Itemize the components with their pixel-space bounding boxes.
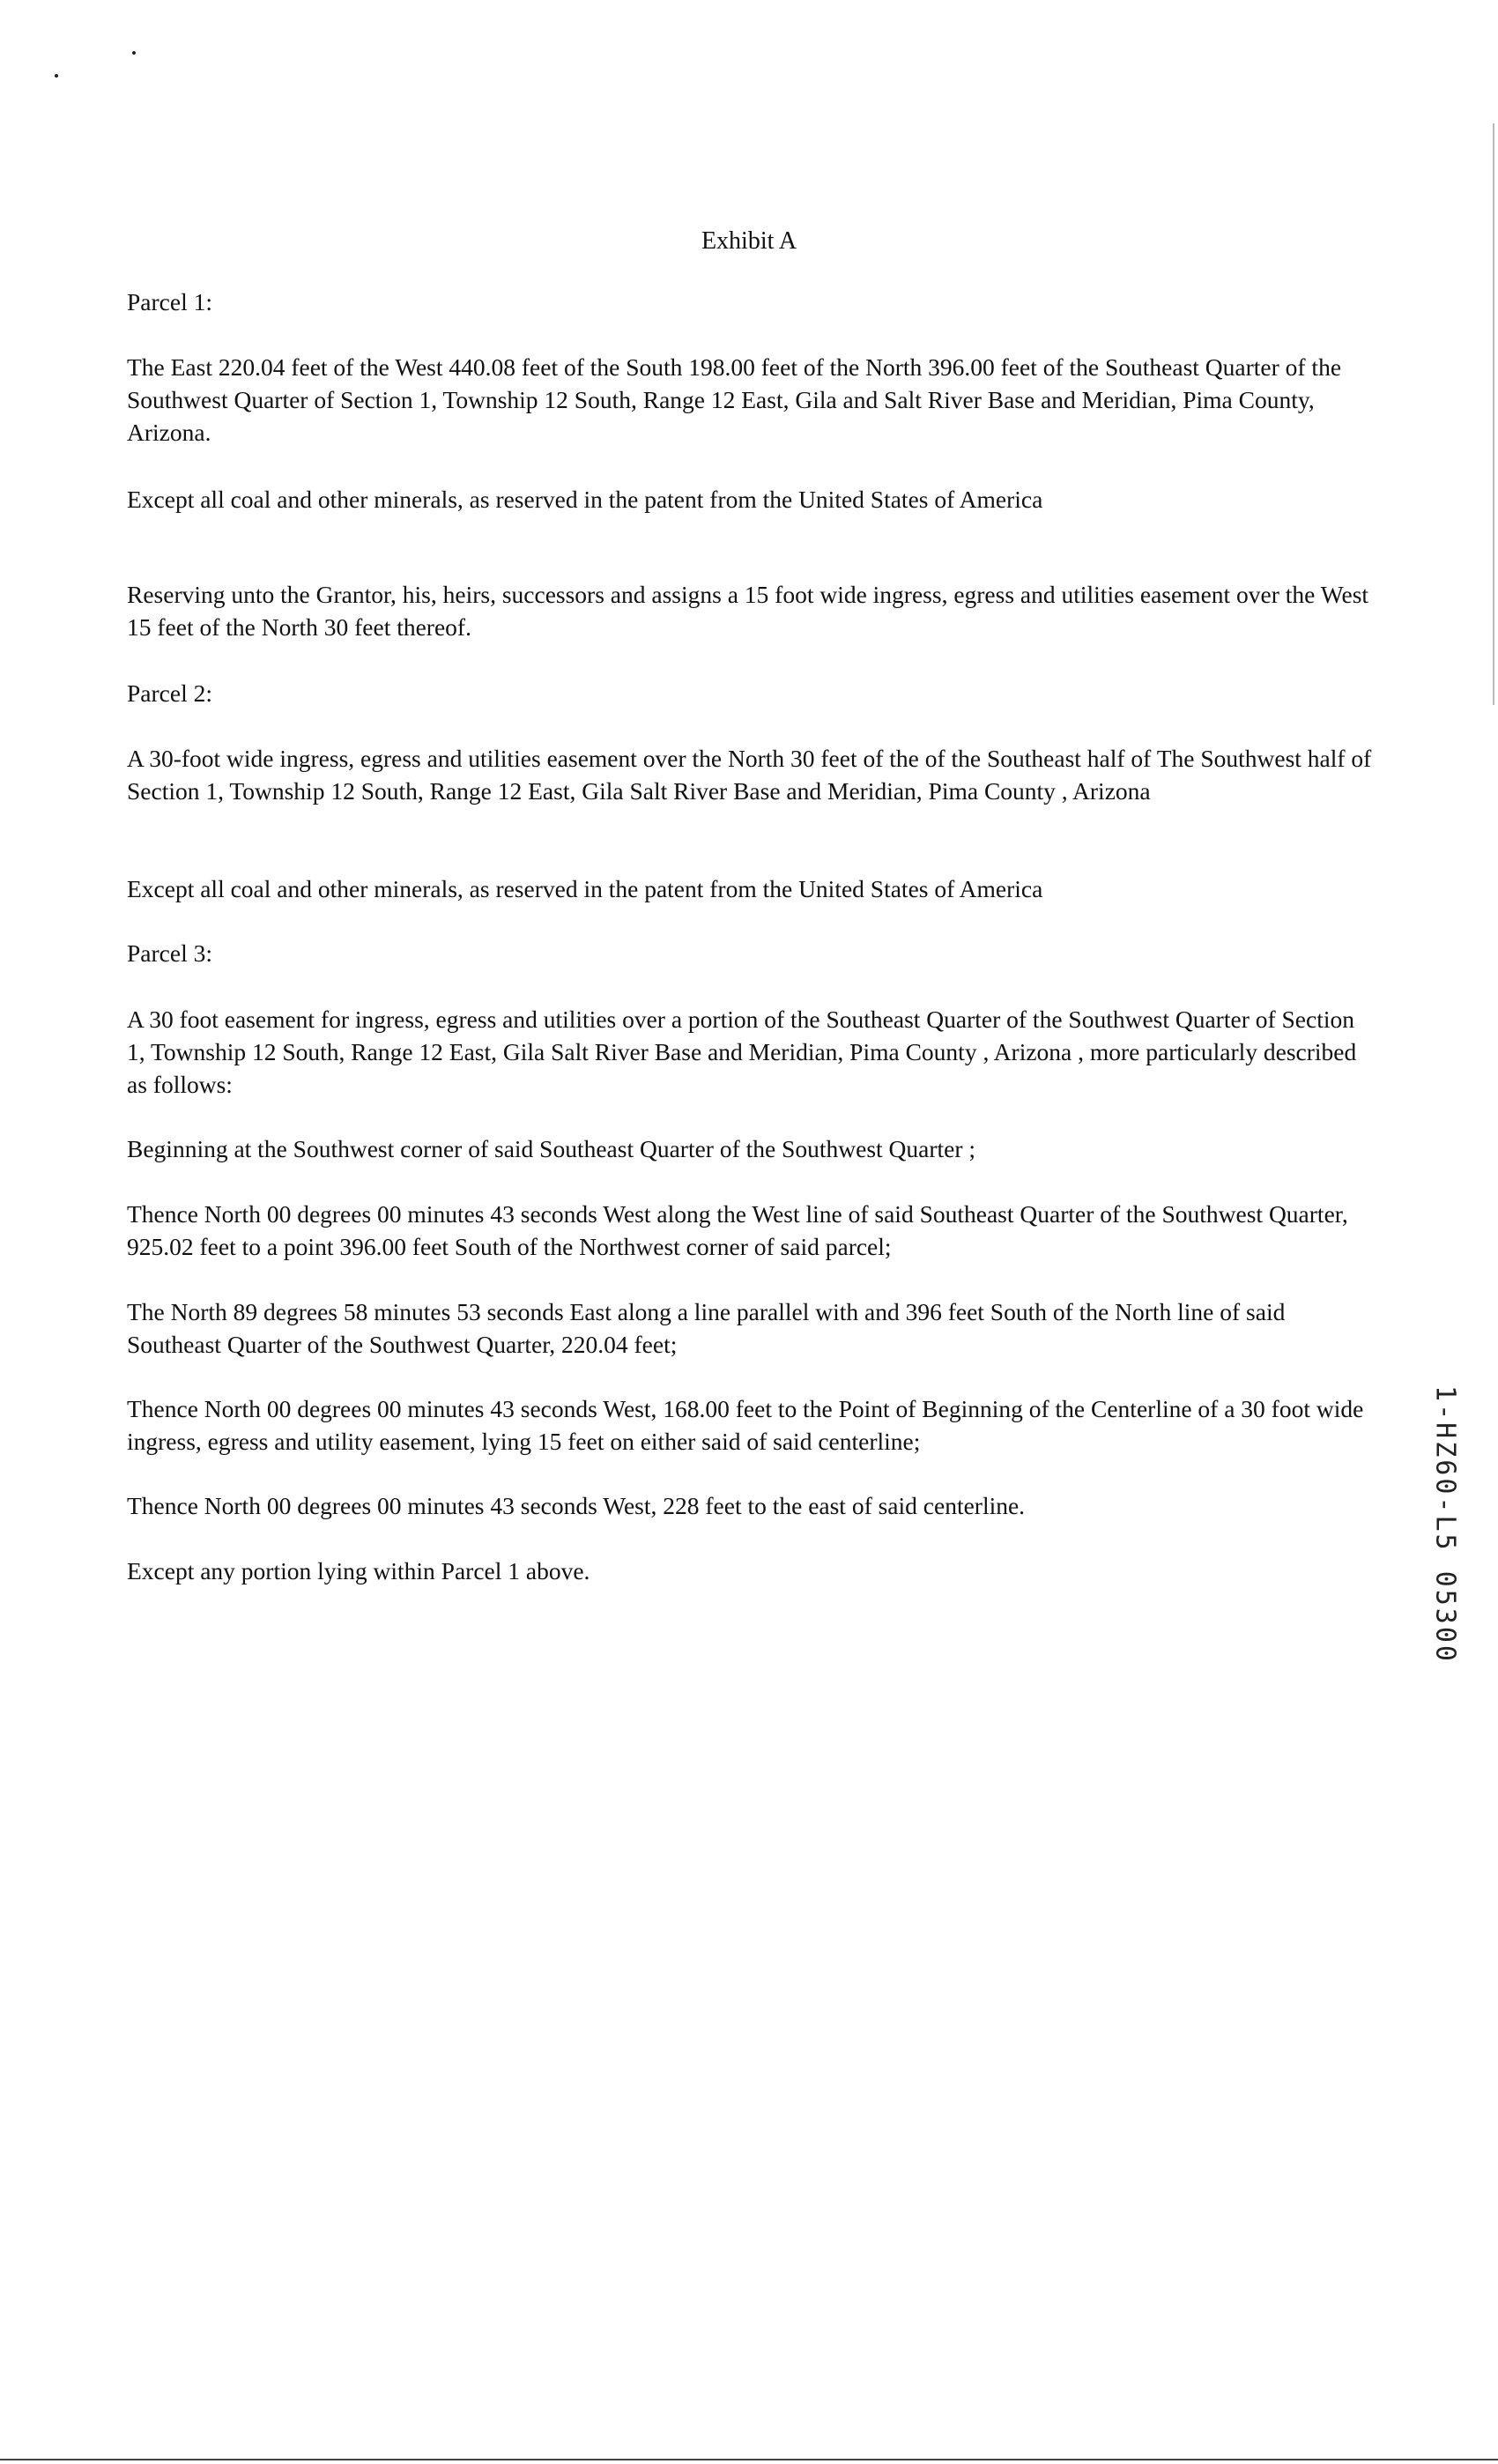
parcel-1-heading: Parcel 1: <box>127 288 212 315</box>
parcel-2-heading: Parcel 2: <box>127 679 212 707</box>
scan-speck <box>132 51 136 55</box>
parcel-1-reservation: Reserving unto the Grantor, his, heirs, successors and assigns a 15 foot wide ingress, egress and utilities easement over the West 15 feet of the North 30 feet thereof. <box>127 581 1369 641</box>
parcel-3-beginning: Beginning at the Southwest corner of said Southeast Quarter of the Southwest Quarter ; <box>127 1135 976 1162</box>
parcel-1-mineral-exception: Except all coal and other minerals, as reserved in the patent from the United States of America <box>127 486 1043 513</box>
scan-edge-line <box>1493 123 1494 705</box>
scan-bottom-edge <box>0 2459 1498 2460</box>
parcel-3-course-2: The North 89 degrees 58 minutes 53 seconds East along a line parallel with and 396 feet South of the North line of said Southeast Quarter of the Southwest Quarter, 220.04 feet; <box>127 1298 1286 1358</box>
parcel-2-description: A 30-foot wide ingress, egress and utilities easement over the North 30 feet of the of the Southeast half of The Southwest half of Section 1, Township 12 South, Range 12 East, Gila Salt River Base and Meridian, Pima County , Arizona <box>127 745 1372 805</box>
parcel-3-course-1: Thence North 00 degrees 00 minutes 43 seconds West along the West line of said Southeast Quarter of the Southwest Quarter, 925.02 feet to a point 396.00 feet South of the Northwest corner of said parcel; <box>127 1200 1348 1260</box>
parcel-3-course-4: Thence North 00 degrees 00 minutes 43 seconds West, 228 feet to the east of said centerline. <box>127 1492 1026 1519</box>
parcel-1-description: The East 220.04 feet of the West 440.08 feet of the South 198.00 feet of the North 396.00 feet of the Southeast Quarter of the Southwest Quarter of Section 1, Township 12 South, Range 12 East, Gila and Salt River Base and Meridian, Pima County, Arizona. <box>127 353 1342 446</box>
parcel-2-mineral-exception: Except all coal and other minerals, as reserved in the patent from the United States of America <box>127 875 1043 902</box>
parcel-3-heading: Parcel 3: <box>127 939 212 967</box>
parcel-3-course-3: Thence North 00 degrees 00 minutes 43 seconds West, 168.00 feet to the Point of Beginning of the Centerline of a 30 foot wide ingress, egress and utility easement, lying 15 feet on either said of said centerline; <box>127 1395 1364 1455</box>
document-title: Exhibit A <box>701 227 797 255</box>
recording-stamp: 1-HZ60-L5 05300 <box>1429 1385 1461 1664</box>
scan-speck <box>55 74 58 78</box>
parcel-3-description: A 30 foot easement for ingress, egress and utilities over a portion of the Southeast Quarter of the Southwest Quarter of Section 1, Township 12 South, Range 12 East, Gila Salt River Base and Meridian, Pima County , Arizona , more particularly described as follows: <box>127 1006 1357 1098</box>
parcel-3-exception: Except any portion lying within Parcel 1 above. <box>127 1557 590 1585</box>
